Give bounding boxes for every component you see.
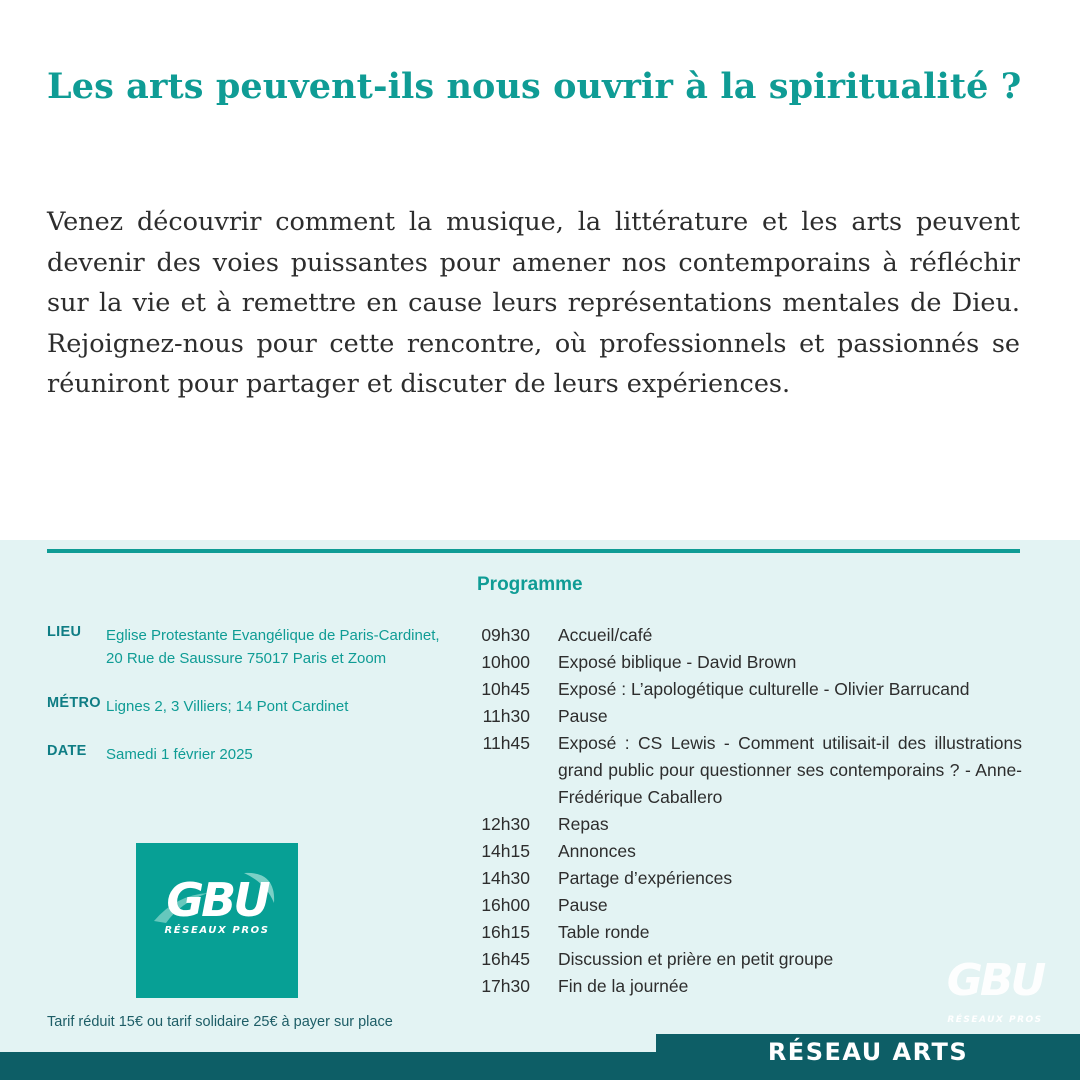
programme-description: Pause: [558, 706, 608, 726]
programme-description: Accueil/café: [558, 625, 653, 645]
watermark-wordmark: GBU: [946, 955, 1044, 1006]
gbu-logo: [136, 843, 298, 998]
lieu-line-2: 20 Rue de Saussure 75017 Paris et Zoom: [106, 650, 387, 667]
tarif-text: Tarif réduit 15€ ou tarif solidaire 25€ à payer sur place: [47, 1014, 393, 1030]
programme-time: 12h30: [481, 814, 530, 834]
metro-value: Lignes 2, 3 Villiers; 14 Pont Cardinet: [106, 698, 349, 715]
programme-time: 14h30: [481, 868, 530, 888]
programme-item: [474, 892, 1022, 919]
programme-item: [474, 919, 1022, 946]
gbu-watermark: [930, 955, 1060, 1030]
programme-item: [474, 730, 1022, 811]
section-divider: [47, 549, 1020, 553]
programme-time: 16h15: [481, 922, 530, 942]
programme-item: [474, 811, 1022, 838]
programme-time: 10h00: [481, 652, 530, 672]
programme-item: [474, 649, 1022, 676]
programme-description: Partage d’expériences: [558, 868, 733, 888]
programme-description: Pause: [558, 895, 608, 915]
programme-description: Exposé : CS Lewis - Comment utilisait-il des illustrations grand public pour questionner ses contemporains ? - Anne-Frédérique Caballero: [558, 733, 1022, 807]
intro-paragraph: Venez découvrir comment la musique, la littérature et les arts peuvent devenir des voies puissantes pour amener nos contemporains à réfléchir sur la vie et à remettre en cause leurs représentations mentales de Dieu. Rejoignez-nous pour cette rencontre, où professionnels et passionnés se réuniront pour partager et discuter de leurs expériences.: [47, 207, 1020, 399]
programme-item: [474, 838, 1022, 865]
lieu-label: LIEU: [47, 624, 82, 640]
programme-description: Discussion et prière en petit groupe: [558, 949, 834, 969]
programme-item: [474, 865, 1022, 892]
footer-label: RÉSEAU ARTS: [767, 1038, 969, 1066]
logo-wordmark: GBU: [166, 873, 268, 927]
lieu-value: [106, 624, 446, 670]
programme-time: 14h15: [481, 841, 530, 861]
programme-description: Exposé biblique - David Brown: [558, 652, 797, 672]
programme-time: 11h45: [482, 733, 530, 753]
programme-description: Table ronde: [558, 922, 650, 942]
programme-description: Fin de la journée: [558, 976, 689, 996]
programme-time: 16h45: [481, 949, 530, 969]
lieu-line-1: Eglise Protestante Evangélique de Paris-Cardinet,: [106, 627, 440, 644]
programme-item: [474, 622, 1022, 649]
programme-description: Annonces: [558, 841, 636, 861]
programme-time: 09h30: [481, 625, 530, 645]
programme-list: [474, 622, 1022, 1000]
programme-time: 10h45: [481, 679, 530, 699]
programme-time: 11h30: [482, 706, 530, 726]
metro-label: MÉTRO: [47, 695, 101, 711]
programme-item: [474, 703, 1022, 730]
programme-description: Repas: [558, 814, 609, 834]
programme-item: [474, 676, 1022, 703]
programme-time: 17h30: [481, 976, 530, 996]
page-title: Les arts peuvent-ils nous ouvrir à la spiritualité ?: [47, 66, 1022, 107]
programme-title: Programme: [477, 574, 583, 595]
date-value: Samedi 1 février 2025: [106, 746, 253, 763]
programme-time: 16h00: [481, 895, 530, 915]
programme-description: Exposé : L’apologétique culturelle - Olivier Barrucand: [558, 679, 970, 699]
logo-subtitle: RÉSEAUX PROS: [164, 925, 270, 936]
watermark-subtitle: RÉSEAUX PROS: [947, 1015, 1043, 1025]
date-label: DATE: [47, 743, 87, 759]
